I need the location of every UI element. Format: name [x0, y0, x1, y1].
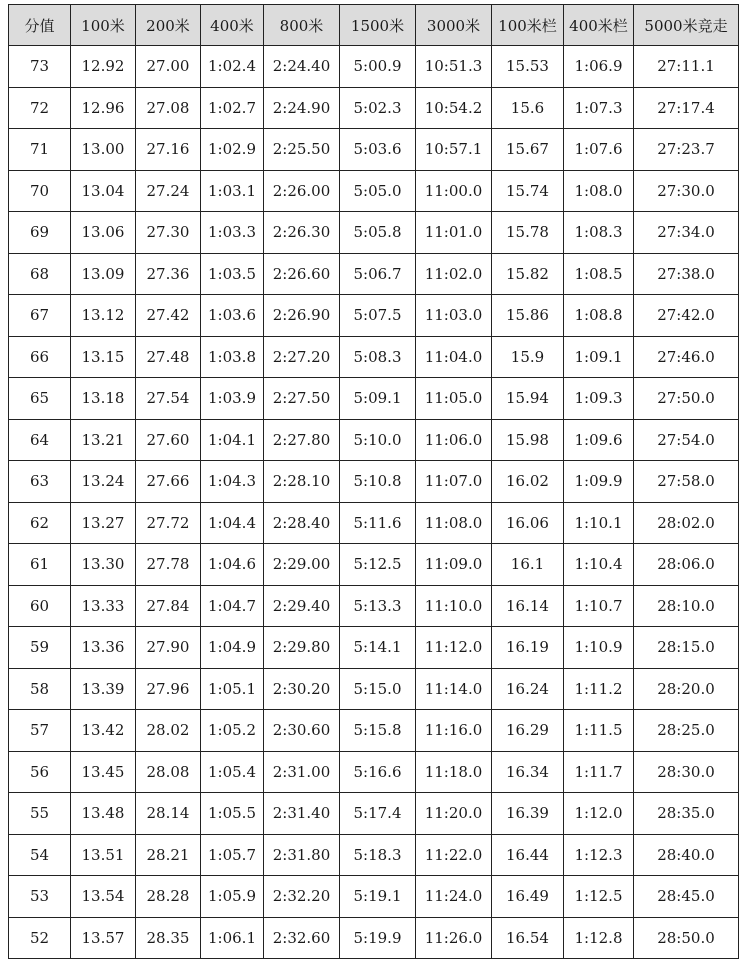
result-cell: 15.94 [492, 378, 564, 420]
result-cell: 2:25.50 [264, 129, 340, 171]
result-cell: 11:20.0 [416, 793, 492, 835]
result-cell: 5:13.3 [340, 585, 416, 627]
score-cell: 70 [9, 170, 71, 212]
table-row [9, 461, 739, 503]
score-cell: 55 [9, 793, 71, 835]
result-cell: 13.57 [71, 917, 136, 959]
result-cell: 11:06.0 [416, 419, 492, 461]
column-header: 5000米竞走 [634, 5, 739, 46]
result-cell: 11:01.0 [416, 212, 492, 254]
result-cell: 2:28.40 [264, 502, 340, 544]
result-cell: 1:05.5 [201, 793, 264, 835]
result-cell: 27:58.0 [634, 461, 739, 503]
result-cell: 2:26.30 [264, 212, 340, 254]
result-cell: 1:03.8 [201, 336, 264, 378]
result-cell: 1:05.2 [201, 710, 264, 752]
table-row [9, 751, 739, 793]
result-cell: 1:02.4 [201, 46, 264, 88]
result-cell: 15.86 [492, 295, 564, 337]
column-header: 100米栏 [492, 5, 564, 46]
result-cell: 10:57.1 [416, 129, 492, 171]
result-cell: 2:24.40 [264, 46, 340, 88]
score-cell: 60 [9, 585, 71, 627]
result-cell: 28.35 [136, 917, 201, 959]
result-cell: 5:17.4 [340, 793, 416, 835]
result-cell: 1:10.1 [564, 502, 634, 544]
table-row [9, 627, 739, 669]
result-cell: 27.08 [136, 87, 201, 129]
result-cell: 2:28.10 [264, 461, 340, 503]
table-row [9, 336, 739, 378]
result-cell: 27:30.0 [634, 170, 739, 212]
result-cell: 5:11.6 [340, 502, 416, 544]
result-cell: 16.1 [492, 544, 564, 586]
result-cell: 27:54.0 [634, 419, 739, 461]
table-row [9, 212, 739, 254]
score-cell: 63 [9, 461, 71, 503]
result-cell: 5:16.6 [340, 751, 416, 793]
result-cell: 16.19 [492, 627, 564, 669]
result-cell: 11:09.0 [416, 544, 492, 586]
result-cell: 2:29.00 [264, 544, 340, 586]
result-cell: 1:07.3 [564, 87, 634, 129]
column-header: 3000米 [416, 5, 492, 46]
result-cell: 2:26.60 [264, 253, 340, 295]
result-cell: 13.45 [71, 751, 136, 793]
score-table [8, 4, 739, 959]
result-cell: 5:02.3 [340, 87, 416, 129]
table-body [9, 46, 739, 959]
result-cell: 11:05.0 [416, 378, 492, 420]
result-cell: 1:11.7 [564, 751, 634, 793]
result-cell: 2:30.20 [264, 668, 340, 710]
result-cell: 15.67 [492, 129, 564, 171]
result-cell: 1:12.5 [564, 876, 634, 918]
table-row [9, 419, 739, 461]
result-cell: 16.14 [492, 585, 564, 627]
table-row [9, 876, 739, 918]
result-cell: 1:06.9 [564, 46, 634, 88]
result-cell: 13.30 [71, 544, 136, 586]
column-header: 分值 [9, 5, 71, 46]
result-cell: 11:14.0 [416, 668, 492, 710]
result-cell: 1:04.3 [201, 461, 264, 503]
result-cell: 1:08.5 [564, 253, 634, 295]
result-cell: 1:02.7 [201, 87, 264, 129]
result-cell: 5:05.8 [340, 212, 416, 254]
score-cell: 61 [9, 544, 71, 586]
score-cell: 52 [9, 917, 71, 959]
result-cell: 5:03.6 [340, 129, 416, 171]
result-cell: 13.15 [71, 336, 136, 378]
result-cell: 15.98 [492, 419, 564, 461]
result-cell: 1:03.5 [201, 253, 264, 295]
table-row [9, 917, 739, 959]
result-cell: 11:16.0 [416, 710, 492, 752]
result-cell: 1:10.9 [564, 627, 634, 669]
result-cell: 5:10.0 [340, 419, 416, 461]
result-cell: 13.54 [71, 876, 136, 918]
result-cell: 27.48 [136, 336, 201, 378]
result-cell: 13.12 [71, 295, 136, 337]
result-cell: 28.28 [136, 876, 201, 918]
result-cell: 28:15.0 [634, 627, 739, 669]
score-cell: 54 [9, 834, 71, 876]
column-header: 400米栏 [564, 5, 634, 46]
result-cell: 28:30.0 [634, 751, 739, 793]
result-cell: 2:27.80 [264, 419, 340, 461]
result-cell: 1:07.6 [564, 129, 634, 171]
result-cell: 1:04.1 [201, 419, 264, 461]
result-cell: 11:02.0 [416, 253, 492, 295]
result-cell: 11:07.0 [416, 461, 492, 503]
result-cell: 1:06.1 [201, 917, 264, 959]
result-cell: 13.24 [71, 461, 136, 503]
result-cell: 1:05.7 [201, 834, 264, 876]
result-cell: 2:26.90 [264, 295, 340, 337]
result-cell: 11:10.0 [416, 585, 492, 627]
result-cell: 1:04.9 [201, 627, 264, 669]
result-cell: 1:04.7 [201, 585, 264, 627]
result-cell: 11:00.0 [416, 170, 492, 212]
result-cell: 28:20.0 [634, 668, 739, 710]
result-cell: 11:08.0 [416, 502, 492, 544]
table-row [9, 502, 739, 544]
result-cell: 12.92 [71, 46, 136, 88]
score-cell: 64 [9, 419, 71, 461]
result-cell: 13.21 [71, 419, 136, 461]
result-cell: 16.54 [492, 917, 564, 959]
table-row [9, 834, 739, 876]
result-cell: 11:26.0 [416, 917, 492, 959]
result-cell: 1:04.4 [201, 502, 264, 544]
result-cell: 1:09.1 [564, 336, 634, 378]
result-cell: 11:22.0 [416, 834, 492, 876]
result-cell: 2:26.00 [264, 170, 340, 212]
table-row [9, 710, 739, 752]
result-cell: 27.78 [136, 544, 201, 586]
result-cell: 27:23.7 [634, 129, 739, 171]
result-cell: 13.27 [71, 502, 136, 544]
result-cell: 13.00 [71, 129, 136, 171]
result-cell: 28.21 [136, 834, 201, 876]
result-cell: 13.51 [71, 834, 136, 876]
result-cell: 16.39 [492, 793, 564, 835]
score-cell: 68 [9, 253, 71, 295]
result-cell: 1:10.4 [564, 544, 634, 586]
result-cell: 5:00.9 [340, 46, 416, 88]
column-header: 400米 [201, 5, 264, 46]
table-row [9, 585, 739, 627]
result-cell: 28:06.0 [634, 544, 739, 586]
result-cell: 15.74 [492, 170, 564, 212]
result-cell: 27.36 [136, 253, 201, 295]
column-header: 200米 [136, 5, 201, 46]
result-cell: 15.78 [492, 212, 564, 254]
result-cell: 2:27.50 [264, 378, 340, 420]
result-cell: 15.6 [492, 87, 564, 129]
result-cell: 11:24.0 [416, 876, 492, 918]
result-cell: 2:32.60 [264, 917, 340, 959]
result-cell: 5:06.7 [340, 253, 416, 295]
result-cell: 1:10.7 [564, 585, 634, 627]
result-cell: 13.39 [71, 668, 136, 710]
result-cell: 13.09 [71, 253, 136, 295]
header-row [9, 5, 739, 46]
result-cell: 15.82 [492, 253, 564, 295]
score-cell: 62 [9, 502, 71, 544]
result-cell: 27.60 [136, 419, 201, 461]
table-row [9, 170, 739, 212]
result-cell: 11:04.0 [416, 336, 492, 378]
result-cell: 13.06 [71, 212, 136, 254]
result-cell: 5:10.8 [340, 461, 416, 503]
result-cell: 1:03.3 [201, 212, 264, 254]
result-cell: 27.00 [136, 46, 201, 88]
result-cell: 5:08.3 [340, 336, 416, 378]
score-cell: 66 [9, 336, 71, 378]
table-row [9, 295, 739, 337]
result-cell: 1:03.9 [201, 378, 264, 420]
result-cell: 5:05.0 [340, 170, 416, 212]
column-header: 800米 [264, 5, 340, 46]
score-cell: 67 [9, 295, 71, 337]
result-cell: 16.44 [492, 834, 564, 876]
result-cell: 10:51.3 [416, 46, 492, 88]
result-cell: 1:12.3 [564, 834, 634, 876]
result-cell: 1:05.9 [201, 876, 264, 918]
result-cell: 2:27.20 [264, 336, 340, 378]
result-cell: 2:31.40 [264, 793, 340, 835]
result-cell: 13.18 [71, 378, 136, 420]
column-header: 1500米 [340, 5, 416, 46]
result-cell: 27:38.0 [634, 253, 739, 295]
result-cell: 27.16 [136, 129, 201, 171]
result-cell: 1:09.3 [564, 378, 634, 420]
result-cell: 1:09.6 [564, 419, 634, 461]
result-cell: 2:31.00 [264, 751, 340, 793]
result-cell: 11:18.0 [416, 751, 492, 793]
result-cell: 13.48 [71, 793, 136, 835]
table-row [9, 378, 739, 420]
result-cell: 5:19.1 [340, 876, 416, 918]
result-cell: 1:03.1 [201, 170, 264, 212]
result-cell: 1:04.6 [201, 544, 264, 586]
result-cell: 5:09.1 [340, 378, 416, 420]
result-cell: 1:03.6 [201, 295, 264, 337]
score-cell: 53 [9, 876, 71, 918]
result-cell: 1:02.9 [201, 129, 264, 171]
result-cell: 1:11.2 [564, 668, 634, 710]
result-cell: 1:05.1 [201, 668, 264, 710]
result-cell: 1:12.0 [564, 793, 634, 835]
result-cell: 11:12.0 [416, 627, 492, 669]
score-cell: 71 [9, 129, 71, 171]
score-cell: 57 [9, 710, 71, 752]
result-cell: 27:34.0 [634, 212, 739, 254]
result-cell: 2:31.80 [264, 834, 340, 876]
result-cell: 5:15.8 [340, 710, 416, 752]
result-cell: 5:15.0 [340, 668, 416, 710]
result-cell: 28:02.0 [634, 502, 739, 544]
result-cell: 13.33 [71, 585, 136, 627]
result-cell: 2:24.90 [264, 87, 340, 129]
column-header: 100米 [71, 5, 136, 46]
score-cell: 72 [9, 87, 71, 129]
result-cell: 16.02 [492, 461, 564, 503]
result-cell: 27.72 [136, 502, 201, 544]
table-row [9, 129, 739, 171]
result-cell: 28:50.0 [634, 917, 739, 959]
result-cell: 27.90 [136, 627, 201, 669]
table-row [9, 668, 739, 710]
score-cell: 58 [9, 668, 71, 710]
result-cell: 16.06 [492, 502, 564, 544]
result-cell: 27:50.0 [634, 378, 739, 420]
result-cell: 28.02 [136, 710, 201, 752]
table-row [9, 544, 739, 586]
result-cell: 1:08.8 [564, 295, 634, 337]
result-cell: 27.30 [136, 212, 201, 254]
result-cell: 27.84 [136, 585, 201, 627]
result-cell: 27.66 [136, 461, 201, 503]
result-cell: 13.04 [71, 170, 136, 212]
result-cell: 28:35.0 [634, 793, 739, 835]
score-cell: 59 [9, 627, 71, 669]
result-cell: 16.49 [492, 876, 564, 918]
result-cell: 12.96 [71, 87, 136, 129]
result-cell: 16.29 [492, 710, 564, 752]
result-cell: 27:17.4 [634, 87, 739, 129]
result-cell: 27:42.0 [634, 295, 739, 337]
result-cell: 16.34 [492, 751, 564, 793]
result-cell: 27.24 [136, 170, 201, 212]
score-cell: 69 [9, 212, 71, 254]
result-cell: 27:46.0 [634, 336, 739, 378]
result-cell: 2:32.20 [264, 876, 340, 918]
result-cell: 5:12.5 [340, 544, 416, 586]
result-cell: 5:07.5 [340, 295, 416, 337]
table-row [9, 87, 739, 129]
result-cell: 5:19.9 [340, 917, 416, 959]
result-cell: 1:08.3 [564, 212, 634, 254]
result-cell: 11:03.0 [416, 295, 492, 337]
result-cell: 27.96 [136, 668, 201, 710]
score-cell: 56 [9, 751, 71, 793]
score-table-container [8, 4, 739, 959]
result-cell: 1:05.4 [201, 751, 264, 793]
result-cell: 28:25.0 [634, 710, 739, 752]
result-cell: 5:14.1 [340, 627, 416, 669]
result-cell: 28.08 [136, 751, 201, 793]
table-row [9, 46, 739, 88]
result-cell: 2:30.60 [264, 710, 340, 752]
result-cell: 2:29.80 [264, 627, 340, 669]
table-row [9, 793, 739, 835]
result-cell: 15.53 [492, 46, 564, 88]
result-cell: 15.9 [492, 336, 564, 378]
result-cell: 2:29.40 [264, 585, 340, 627]
result-cell: 13.36 [71, 627, 136, 669]
result-cell: 27.42 [136, 295, 201, 337]
result-cell: 27:11.1 [634, 46, 739, 88]
score-cell: 65 [9, 378, 71, 420]
table-header [9, 5, 739, 46]
result-cell: 1:12.8 [564, 917, 634, 959]
result-cell: 16.24 [492, 668, 564, 710]
result-cell: 27.54 [136, 378, 201, 420]
result-cell: 28:40.0 [634, 834, 739, 876]
result-cell: 1:08.0 [564, 170, 634, 212]
table-row [9, 253, 739, 295]
result-cell: 28:45.0 [634, 876, 739, 918]
result-cell: 28.14 [136, 793, 201, 835]
result-cell: 1:09.9 [564, 461, 634, 503]
result-cell: 10:54.2 [416, 87, 492, 129]
score-cell: 73 [9, 46, 71, 88]
result-cell: 13.42 [71, 710, 136, 752]
result-cell: 5:18.3 [340, 834, 416, 876]
result-cell: 28:10.0 [634, 585, 739, 627]
result-cell: 1:11.5 [564, 710, 634, 752]
